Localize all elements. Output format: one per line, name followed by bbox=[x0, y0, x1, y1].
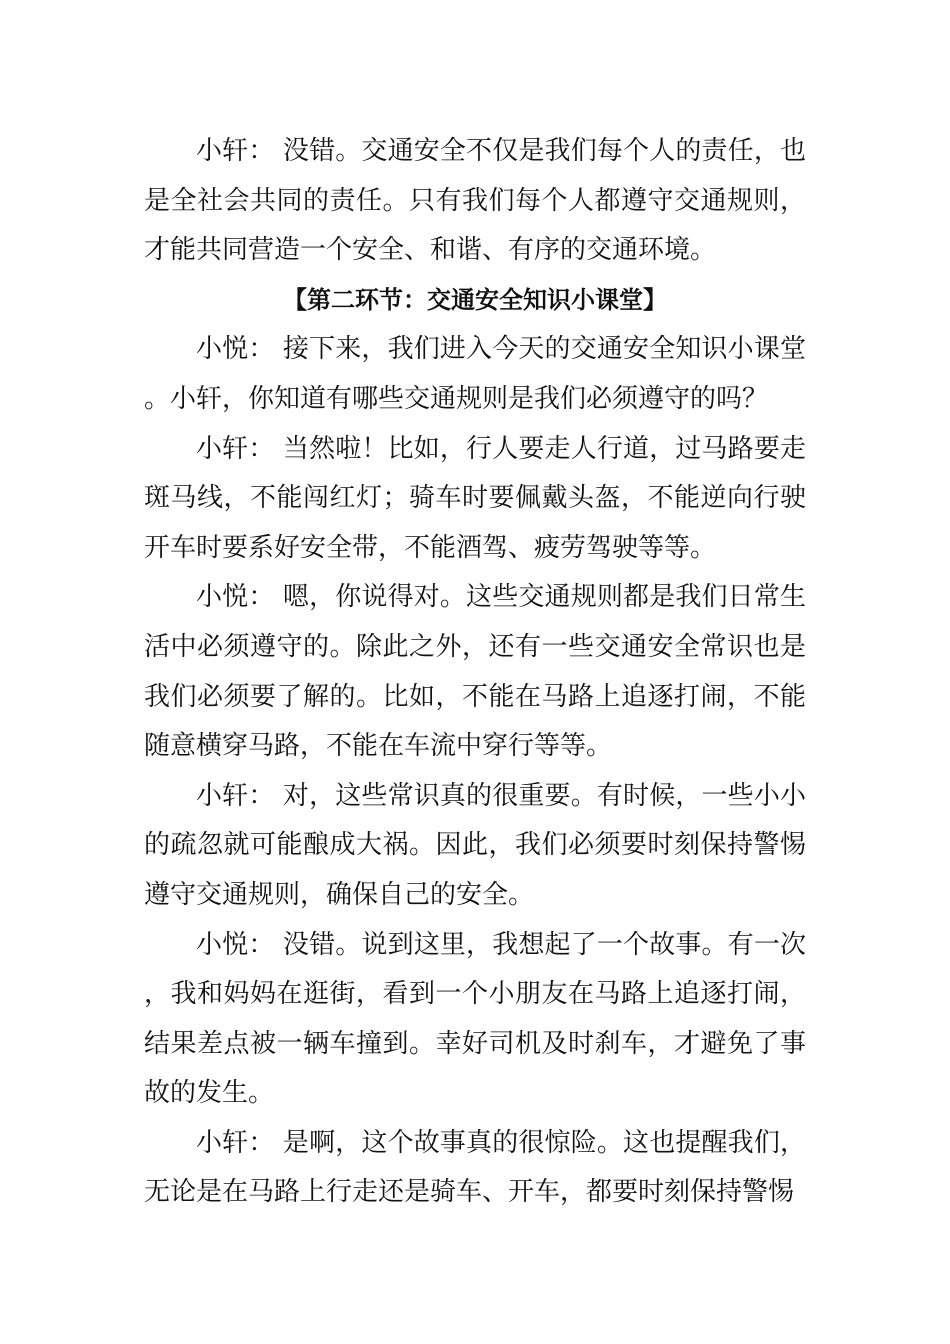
section-heading: 【第二环节：交通安全知识小课堂】 bbox=[283, 285, 667, 314]
paragraph: 小轩： 当然啦！比如，行人要走人行道，过马路要走斑马线，不能闯红灯；骑车时要佩戴头盔，不能逆向行驶开车时要系好安全带，不能酒驾、疲劳驾驶等等。 bbox=[144, 433, 806, 563]
paragraph: 小悦： 接下来，我们进入今天的交通安全知识小课堂。小轩，你知道有哪些交通规则是我们必须遵守的吗？ bbox=[144, 334, 806, 414]
paragraph: 小轩： 是啊，这个故事真的很惊险。这也提醒我们，无论是在马路上行走还是骑车、开车，都要时刻保持警惕 bbox=[144, 1127, 806, 1208]
paragraph: 小轩： 没错。交通安全不仅是我们每个人的责任，也是全社会共同的责任。只有我们每个人都遵守交通规则，才能共同营造一个安全、和谐、有序的交通环境。 bbox=[144, 136, 806, 266]
paragraph: 小悦： 嗯，你说得对。这些交通规则都是我们日常生活中必须遵守的。除此之外，还有一些交通安全常识也是我们必须要了解的。比如，不能在马路上追逐打闹，不能随意横穿马路，不能在车流中穿行等等。 bbox=[144, 582, 806, 762]
paragraph: 小轩： 对，这些常识真的很重要。有时候，一些小小的疏忽就可能酿成大祸。因此，我们必须要时刻保持警惕遵守交通规则，确保自己的安全。 bbox=[144, 780, 806, 910]
document-body bbox=[144, 127, 806, 1218]
paragraph: 小悦： 没错。说到这里，我想起了一个故事。有一次，我和妈妈在逛街，看到一个小朋友在马路上追逐打闹，结果差点被一辆车撞到。幸好司机及时刹车，才避免了事故的发生。 bbox=[144, 929, 806, 1109]
